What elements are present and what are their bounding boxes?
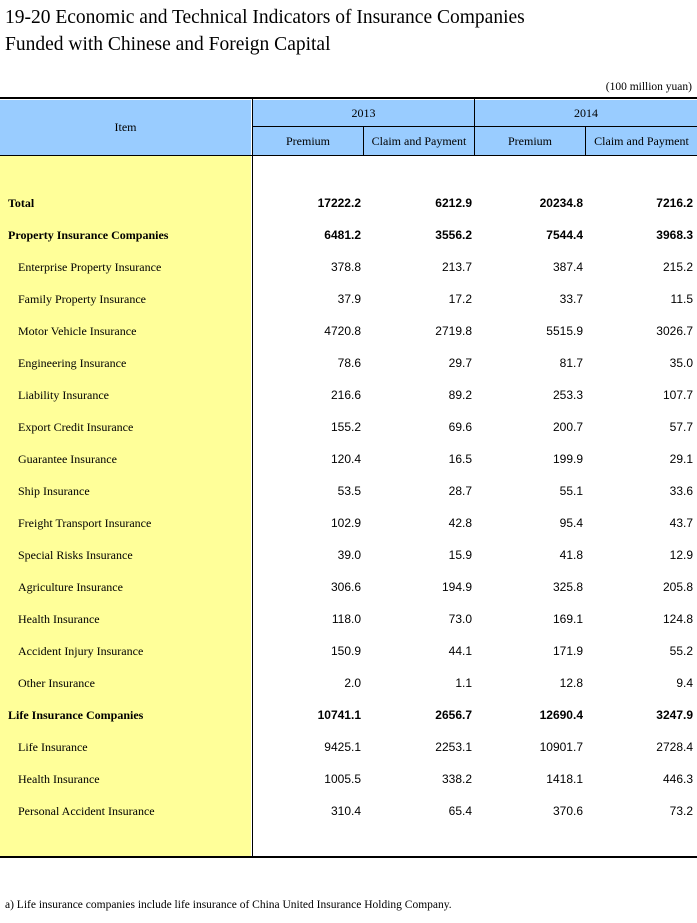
cell-premium-2014: 253.3 — [552, 388, 583, 402]
cell-premium-2014: 20234.8 — [539, 196, 583, 210]
table-row — [0, 225, 697, 245]
cell-claim-2014: 73.2 — [669, 804, 693, 818]
cell-premium-2013: 1005.5 — [324, 772, 361, 786]
header-mid-border — [253, 126, 697, 127]
cell-premium-2014: 55.1 — [559, 484, 583, 498]
cell-claim-2013: 194.9 — [441, 580, 472, 594]
header-year-2013 — [253, 100, 474, 126]
row-label: Export Credit Insurance — [18, 420, 134, 434]
row-label: Ship Insurance — [18, 484, 90, 498]
cell-premium-2014: 1418.1 — [546, 772, 583, 786]
cell-premium-2013: 4720.8 — [324, 324, 361, 338]
cell-claim-2014: 124.8 — [662, 612, 693, 626]
cell-claim-2013: 16.5 — [448, 452, 472, 466]
title-line-2: Funded with Chinese and Foreign Capital — [5, 34, 331, 55]
cell-claim-2013: 15.9 — [448, 548, 472, 562]
cell-claim-2014: 215.2 — [662, 260, 693, 274]
table-bottom-border — [0, 856, 697, 858]
cell-claim-2014: 2728.4 — [656, 740, 693, 754]
row-label: Property Insurance Companies — [8, 228, 169, 242]
row-label: Health Insurance — [18, 612, 100, 626]
cell-premium-2014: 171.9 — [552, 644, 583, 658]
cell-claim-2014: 9.4 — [676, 676, 693, 690]
cell-premium-2014: 5515.9 — [546, 324, 583, 338]
table-row — [0, 577, 697, 597]
row-label: Guarantee Insurance — [18, 452, 117, 466]
cell-premium-2013: 10741.1 — [317, 708, 361, 722]
cell-premium-2014: 7544.4 — [546, 228, 583, 242]
row-label: Personal Accident Insurance — [18, 804, 155, 818]
cell-premium-2013: 150.9 — [330, 644, 361, 658]
header-year-2014-label: 2014 — [574, 106, 598, 120]
table-row — [0, 193, 697, 213]
row-label: Liability Insurance — [18, 388, 109, 402]
row-label: Freight Transport Insurance — [18, 516, 152, 530]
table-row — [0, 513, 697, 533]
cell-claim-2013: 17.2 — [448, 292, 472, 306]
table-row — [0, 449, 697, 469]
cell-premium-2014: 12.8 — [559, 676, 583, 690]
cell-premium-2014: 199.9 — [552, 452, 583, 466]
cell-claim-2014: 11.5 — [670, 292, 693, 306]
cell-premium-2013: 216.6 — [330, 388, 361, 402]
row-label: Life Insurance — [18, 740, 88, 754]
cell-claim-2013: 65.4 — [448, 804, 472, 818]
table-row — [0, 769, 697, 789]
year-divider — [474, 99, 475, 155]
cell-claim-2013: 2719.8 — [435, 324, 472, 338]
cell-premium-2014: 370.6 — [552, 804, 583, 818]
page-title — [5, 4, 525, 58]
row-label: Agriculture Insurance — [18, 580, 123, 594]
cell-premium-2013: 155.2 — [330, 420, 361, 434]
table-row — [0, 641, 697, 661]
footnote: a) Life insurance companies include life insurance of China United Insurance Holding Company. — [5, 899, 452, 911]
table-top-border — [0, 97, 697, 99]
table-row — [0, 545, 697, 565]
header-year-2014 — [475, 100, 697, 126]
cell-premium-2014: 200.7 — [552, 420, 583, 434]
cell-claim-2014: 446.3 — [662, 772, 693, 786]
row-label: Other Insurance — [18, 676, 95, 690]
row-label: Special Risks Insurance — [18, 548, 133, 562]
cell-claim-2014: 55.2 — [669, 644, 693, 658]
table-row — [0, 257, 697, 277]
row-label: Engineering Insurance — [18, 356, 127, 370]
col-divider-1 — [363, 127, 364, 155]
table-row — [0, 385, 697, 405]
cell-premium-2013: 120.4 — [330, 452, 361, 466]
header-premium-2013-label: Premium — [286, 134, 330, 148]
header-claim-2013-label: Claim and Payment — [371, 134, 467, 148]
row-label: Family Property Insurance — [18, 292, 146, 306]
row-label: Enterprise Property Insurance — [18, 260, 162, 274]
table-row — [0, 417, 697, 437]
row-label: Accident Injury Insurance — [18, 644, 144, 658]
cell-premium-2013: 306.6 — [330, 580, 361, 594]
table-row — [0, 737, 697, 757]
cell-claim-2014: 12.9 — [669, 548, 693, 562]
cell-claim-2013: 42.8 — [448, 516, 472, 530]
header-premium-2014-label: Premium — [508, 134, 552, 148]
header-claim-2013 — [364, 127, 474, 155]
cell-premium-2013: 118.0 — [331, 612, 361, 626]
header-premium-2013 — [253, 127, 363, 155]
cell-claim-2013: 73.0 — [448, 612, 472, 626]
cell-premium-2014: 387.4 — [552, 260, 583, 274]
cell-claim-2013: 29.7 — [448, 356, 472, 370]
cell-claim-2014: 205.8 — [662, 580, 693, 594]
cell-claim-2013: 2656.7 — [435, 708, 472, 722]
header-premium-2014 — [475, 127, 585, 155]
table-row — [0, 801, 697, 821]
cell-premium-2013: 53.5 — [337, 484, 361, 498]
title-line-1: 19-20 Economic and Technical Indicators of Insurance Companies — [5, 7, 525, 28]
cell-claim-2014: 3968.3 — [656, 228, 693, 242]
header-item-label: Item — [114, 120, 137, 134]
cell-premium-2014: 33.7 — [559, 292, 583, 306]
table-row — [0, 353, 697, 373]
cell-claim-2014: 33.6 — [669, 484, 693, 498]
cell-claim-2013: 3556.2 — [435, 228, 472, 242]
table-row — [0, 705, 697, 725]
cell-premium-2014: 10901.7 — [539, 740, 583, 754]
table-row — [0, 609, 697, 629]
table-row — [0, 289, 697, 309]
cell-claim-2014: 43.7 — [669, 516, 693, 530]
cell-claim-2014: 3247.9 — [656, 708, 693, 722]
cell-claim-2014: 7216.2 — [656, 196, 693, 210]
cell-claim-2013: 89.2 — [448, 388, 472, 402]
cell-claim-2013: 44.1 — [448, 644, 472, 658]
cell-claim-2013: 1.1 — [455, 676, 472, 690]
cell-premium-2014: 325.8 — [552, 580, 583, 594]
header-claim-2014 — [586, 127, 697, 155]
header-bottom-border — [0, 155, 697, 156]
cell-premium-2013: 6481.2 — [324, 228, 361, 242]
cell-premium-2013: 9425.1 — [324, 740, 361, 754]
cell-premium-2013: 39.0 — [337, 548, 361, 562]
row-label: Health Insurance — [18, 772, 100, 786]
cell-premium-2013: 37.9 — [337, 292, 361, 306]
cell-claim-2014: 107.7 — [662, 388, 693, 402]
header-claim-2014-label: Claim and Payment — [594, 134, 689, 148]
table-row — [0, 321, 697, 341]
cell-claim-2013: 2253.1 — [435, 740, 472, 754]
cell-premium-2013: 378.8 — [330, 260, 361, 274]
indicators-table — [0, 97, 697, 858]
cell-claim-2014: 57.7 — [669, 420, 693, 434]
cell-premium-2013: 17222.2 — [317, 196, 361, 210]
cell-premium-2014: 81.7 — [559, 356, 583, 370]
cell-claim-2013: 28.7 — [448, 484, 472, 498]
table-row — [0, 481, 697, 501]
row-label: Life Insurance Companies — [8, 708, 144, 722]
cell-claim-2013: 6212.9 — [435, 196, 472, 210]
row-label: Total — [8, 196, 35, 210]
cell-premium-2014: 41.8 — [559, 548, 583, 562]
cell-premium-2014: 12690.4 — [539, 708, 583, 722]
cell-premium-2013: 2.0 — [344, 676, 361, 690]
cell-premium-2013: 310.4 — [330, 804, 361, 818]
cell-premium-2014: 95.4 — [559, 516, 583, 530]
cell-premium-2013: 78.6 — [337, 356, 361, 370]
cell-claim-2013: 69.6 — [448, 420, 472, 434]
table-row — [0, 673, 697, 693]
cell-claim-2014: 3026.7 — [656, 324, 693, 338]
unit-label: (100 million yuan) — [605, 81, 692, 93]
cell-claim-2014: 35.0 — [669, 356, 693, 370]
header-year-2013-label: 2013 — [351, 106, 376, 120]
cell-claim-2014: 29.1 — [669, 452, 693, 466]
cell-claim-2013: 213.7 — [441, 260, 472, 274]
cell-claim-2013: 338.2 — [441, 772, 472, 786]
col-divider-2 — [585, 127, 586, 155]
cell-premium-2014: 169.1 — [552, 612, 583, 626]
row-label: Motor Vehicle Insurance — [18, 324, 137, 338]
cell-premium-2013: 102.9 — [330, 516, 361, 530]
